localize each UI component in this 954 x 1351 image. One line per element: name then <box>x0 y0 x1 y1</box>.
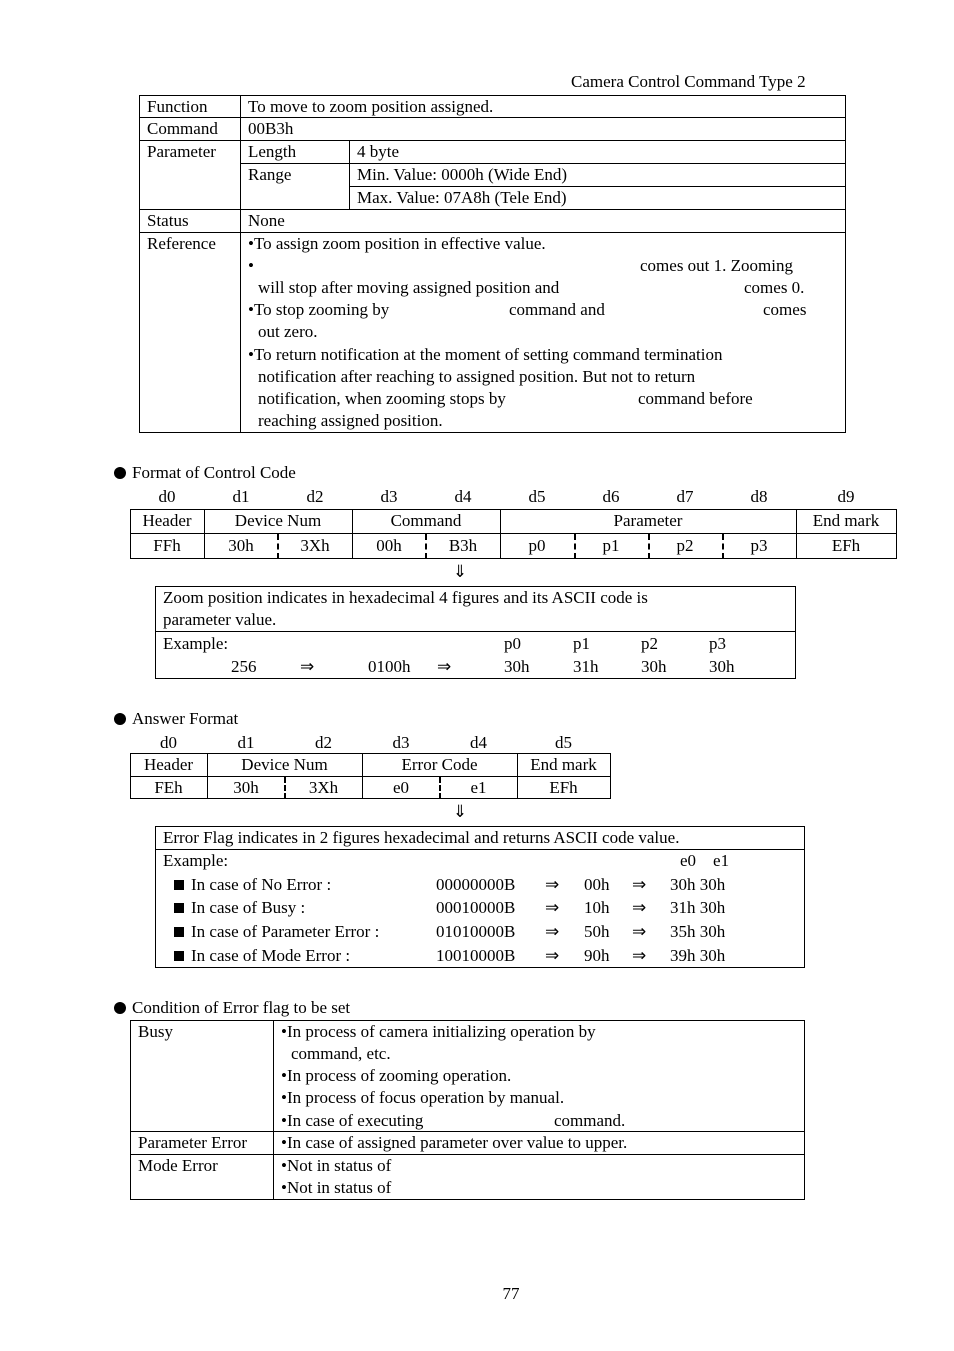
byte-value: EFh <box>549 778 578 797</box>
byte-label: d5 <box>555 733 572 752</box>
byte-label: d3 <box>392 733 410 752</box>
error-conditions-heading: Condition of Error flag to be set <box>114 997 350 1018</box>
example-param: p3 <box>709 634 726 653</box>
running-header: Camera Control Command Type 2 <box>571 72 806 91</box>
group-header: Command <box>390 511 462 530</box>
group-header: Header <box>142 511 192 530</box>
reference-line: out zero. <box>258 322 318 341</box>
right-arrow-icon: ⇒ <box>437 657 452 676</box>
example-label: Example: <box>163 851 229 870</box>
byte-label: d4 <box>470 733 487 752</box>
byte-value: B3h <box>448 536 478 555</box>
example-label: Example: <box>163 634 229 653</box>
example-value: 31h <box>573 657 599 676</box>
byte-value: e1 <box>470 778 487 797</box>
note-line: Zoom position indicates in hexadecimal 4 figures and its ASCII code is <box>163 588 648 607</box>
control-format-heading: Format of Control Code <box>114 462 296 483</box>
range-min: Min. Value: 0000h (Wide End) <box>357 165 568 184</box>
right-arrow-icon: ⇒ <box>632 875 647 894</box>
example-decimal: 256 <box>231 657 257 676</box>
mode-error-line: •Not in status of <box>281 1156 392 1175</box>
group-header: Device Num <box>241 755 328 774</box>
byte-value: p0 <box>528 536 546 555</box>
busy-line: command, etc. <box>291 1044 391 1063</box>
function-label: Function <box>147 97 208 116</box>
byte-value: p3 <box>750 536 768 555</box>
reference-line: reaching assigned position. <box>258 411 443 430</box>
error-case-binary: 10010000B <box>436 946 516 965</box>
byte-value: 30h <box>228 536 254 555</box>
example-columns: e0 e1 <box>680 851 730 870</box>
byte-label: d4 <box>454 487 472 506</box>
byte-value: 3Xh <box>300 536 330 555</box>
length-value: 4 byte <box>357 142 400 161</box>
reference-line: comes out 1. Zooming <box>640 256 793 275</box>
example-hex: 0100h <box>368 657 411 676</box>
error-case-binary: 01010000B <box>436 922 516 941</box>
right-arrow-icon: ⇒ <box>632 946 647 965</box>
reference-line: •To return notification at the moment of setting command termination <box>248 345 723 364</box>
bullet-icon <box>114 713 126 725</box>
byte-label: d0 <box>160 733 177 752</box>
range-max: Max. Value: 07A8h (Tele End) <box>357 188 567 207</box>
note-line: parameter value. <box>163 610 277 629</box>
error-case-hex: 10h <box>584 898 610 917</box>
error-note: Error Flag indicates in 2 figures hexadecimal and returns ASCII code value. <box>163 828 680 847</box>
busy-label: Busy <box>138 1022 173 1041</box>
parameter-error-line: •In case of assigned parameter over value to upper. <box>281 1133 628 1152</box>
square-bullet-icon <box>174 951 184 961</box>
reference-line: •To assign zoom position in effective value. <box>248 234 546 253</box>
byte-value: e0 <box>392 778 410 797</box>
error-case-label: In case of No Error : <box>174 874 331 895</box>
right-arrow-icon: ⇒ <box>300 657 315 676</box>
busy-line: •In case of executing <box>281 1111 424 1130</box>
error-case-hex: 90h <box>584 946 610 965</box>
square-bullet-icon <box>174 880 184 890</box>
group-header: End mark <box>812 511 880 530</box>
down-arrow-icon: ⇓ <box>452 802 468 821</box>
byte-label: d9 <box>837 487 855 506</box>
right-arrow-icon: ⇒ <box>545 875 560 894</box>
error-case-label: In case of Mode Error : <box>174 945 350 966</box>
byte-label: d3 <box>380 487 398 506</box>
right-arrow-icon: ⇒ <box>545 898 560 917</box>
answer-format-heading: Answer Format <box>114 708 238 729</box>
down-arrow-icon: ⇓ <box>452 562 468 581</box>
byte-value: p2 <box>676 536 694 555</box>
example-param: p2 <box>641 634 658 653</box>
byte-label: d7 <box>676 487 694 506</box>
command-label: Command <box>147 119 218 138</box>
reference-line: notification, when zooming stops by <box>258 389 506 408</box>
bullet-icon <box>114 1002 126 1014</box>
group-header: Device Num <box>234 511 322 530</box>
function-value: To move to zoom position assigned. <box>248 97 494 116</box>
busy-line: •In process of camera initializing operation by <box>281 1022 596 1041</box>
status-label: Status <box>147 211 189 230</box>
reference-line: • <box>248 256 254 275</box>
group-header: End mark <box>530 755 597 774</box>
square-bullet-icon <box>174 927 184 937</box>
reference-line: will stop after moving assigned position and <box>258 278 560 297</box>
square-bullet-icon <box>174 903 184 913</box>
busy-line: •In process of zooming operation. <box>281 1066 512 1085</box>
byte-value: FFh <box>153 536 181 555</box>
right-arrow-icon: ⇒ <box>545 946 560 965</box>
error-case-binary: 00010000B <box>436 898 516 917</box>
reference-line: command and <box>509 300 605 319</box>
reference-label: Reference <box>147 234 216 253</box>
group-header: Parameter <box>613 511 683 530</box>
right-arrow-icon: ⇒ <box>632 922 647 941</box>
error-case-hex: 50h <box>584 922 610 941</box>
error-case-binary: 00000000B <box>436 875 516 894</box>
byte-label: d8 <box>750 487 768 506</box>
error-case-ascii: 30h 30h <box>670 875 726 894</box>
byte-value: EFh <box>831 536 861 555</box>
example-value: 30h <box>709 657 735 676</box>
error-case-label: In case of Parameter Error : <box>174 921 379 942</box>
byte-value: FEh <box>154 778 183 797</box>
parameter-error-label: Parameter Error <box>138 1133 248 1152</box>
right-arrow-icon: ⇒ <box>545 922 560 941</box>
reference-line: •To stop zooming by <box>248 300 390 319</box>
example-param: p1 <box>573 634 590 653</box>
example-param: p0 <box>504 634 521 653</box>
byte-label: d0 <box>158 487 176 506</box>
group-header: Error Code <box>401 755 478 774</box>
reference-line: notification after reaching to assigned position. But not to return <box>258 367 696 386</box>
reference-line: command before <box>638 389 753 408</box>
byte-label: d1 <box>237 733 255 752</box>
byte-label: d5 <box>528 487 546 506</box>
bullet-icon <box>114 467 126 479</box>
byte-label: d1 <box>232 487 250 506</box>
byte-label: d6 <box>602 487 620 506</box>
right-arrow-icon: ⇒ <box>632 898 647 917</box>
error-case-hex: 00h <box>584 875 610 894</box>
error-case-ascii: 39h 30h <box>670 946 726 965</box>
example-value: 30h <box>641 657 667 676</box>
error-case-ascii: 31h 30h <box>670 898 726 917</box>
byte-value: 00h <box>376 536 402 555</box>
byte-value: p1 <box>602 536 620 555</box>
page-number: 77 <box>502 1284 520 1303</box>
mode-error-label: Mode Error <box>138 1156 218 1175</box>
parameter-label: Parameter <box>147 142 216 161</box>
busy-line: command. <box>554 1111 626 1130</box>
byte-label: d2 <box>306 487 324 506</box>
mode-error-line: •Not in status of <box>281 1178 392 1197</box>
reference-line: comes <box>763 300 807 319</box>
busy-line: •In process of focus operation by manual. <box>281 1088 565 1107</box>
range-label: Range <box>248 165 292 184</box>
group-header: Header <box>143 755 194 774</box>
byte-label: d2 <box>315 733 332 752</box>
reference-line: comes 0. <box>744 278 805 297</box>
error-case-label: In case of Busy : <box>174 897 305 918</box>
command-value: 00B3h <box>248 119 294 138</box>
status-value: None <box>248 211 285 230</box>
example-value: 30h <box>504 657 530 676</box>
error-case-ascii: 35h 30h <box>670 922 726 941</box>
byte-value: 3Xh <box>308 778 339 797</box>
byte-value: 30h <box>233 778 259 797</box>
length-label: Length <box>248 142 297 161</box>
